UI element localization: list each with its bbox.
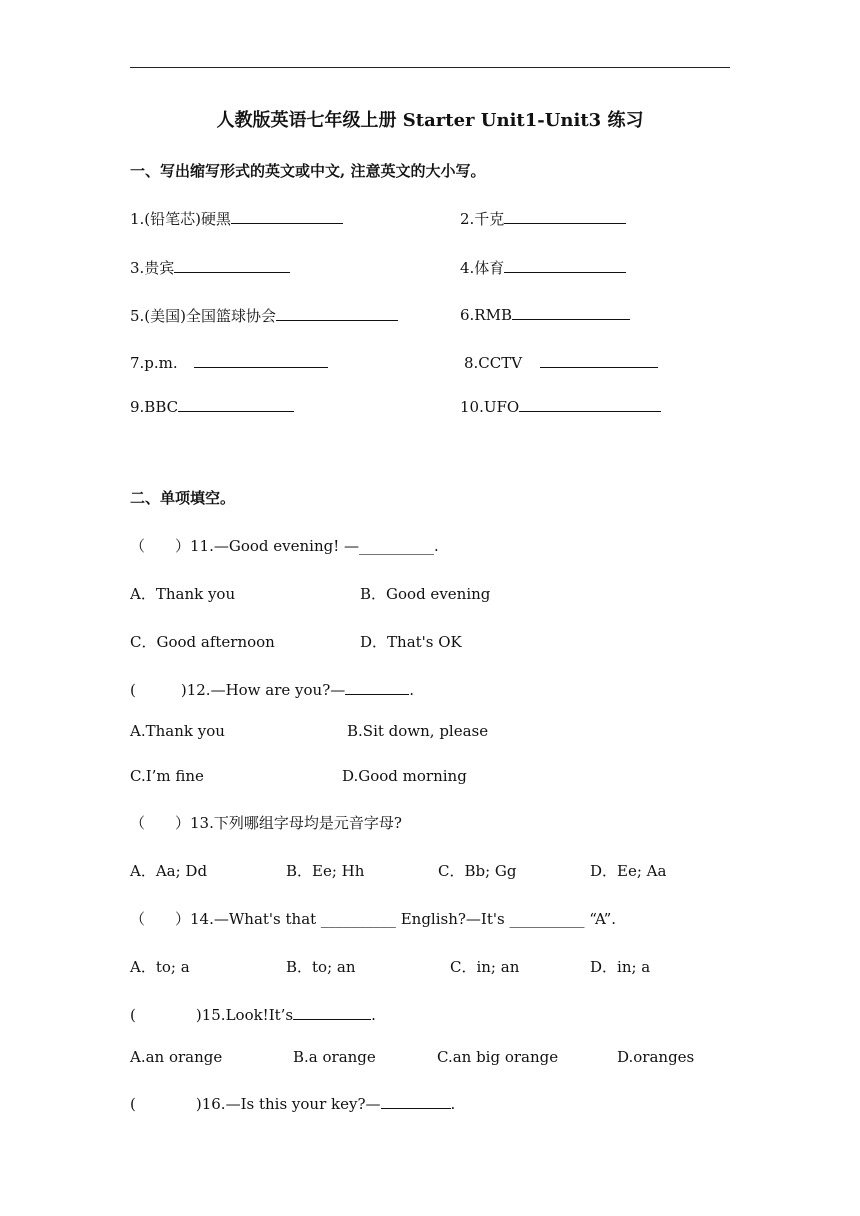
q16-blank [381, 1094, 451, 1109]
section1-heading: 一、写出缩写形式的英文或中文, 注意英文的大小写。 [130, 162, 486, 180]
item-2 [460, 208, 626, 229]
q13-answer-paren: （ ） [130, 814, 191, 832]
q16-stem-end: . [450, 1095, 456, 1113]
q13-stem: 13.下列哪组字母均是元音字母? [190, 814, 402, 832]
item-5 [130, 305, 398, 326]
item-9 [130, 397, 294, 416]
q13-option-c: C．Bb; Gg [438, 862, 517, 880]
item-4-text: 4.体育 [460, 259, 505, 277]
question-11 [130, 535, 439, 556]
item-10-blank [519, 397, 661, 412]
q14-answer-paren: （ ） [130, 910, 191, 928]
top-rule [130, 67, 730, 68]
question-12 [130, 679, 414, 700]
item-2-text: 2.千克 [460, 210, 505, 228]
item-1-text: 1.(铅笔芯)硬黑 [130, 210, 232, 228]
item-2-blank [504, 209, 626, 224]
q12-blank [345, 680, 409, 695]
q15-stem: 15.Look!It’s [201, 1006, 294, 1024]
q14-option-c: C．in; an [450, 958, 520, 976]
item-8 [464, 353, 658, 372]
q15-option-d: D.oranges [617, 1048, 695, 1066]
q11-stem: 11.—Good evening! —__________. [190, 537, 439, 555]
q15-option-b: B.a orange [293, 1048, 376, 1066]
q12-stem-end: . [409, 681, 415, 699]
q13-option-b: B．Ee; Hh [286, 862, 365, 880]
item-8-text: 8.CCTV [464, 354, 523, 372]
item-3 [130, 257, 290, 278]
item-7-blank [194, 353, 328, 368]
question-13 [130, 812, 402, 833]
page-title: 人教版英语七年级上册 Starter Unit1-Unit3 练习 [216, 110, 644, 131]
q11-option-d: D．That's OK [360, 633, 462, 651]
item-10-text: 10.UFO [460, 398, 520, 416]
q16-stem: 16.—Is this your key?— [201, 1095, 381, 1113]
item-8-blank [540, 353, 658, 368]
section2-heading: 二、单项填空。 [130, 489, 236, 507]
item-4 [460, 257, 626, 278]
item-9-blank [178, 397, 294, 412]
question-14 [130, 908, 616, 929]
q14-option-a: A．to; a [130, 958, 190, 976]
item-4-blank [504, 258, 626, 273]
item-3-text: 3.贵宾 [130, 259, 175, 277]
item-5-blank [276, 306, 398, 321]
item-6 [460, 305, 630, 324]
q12-option-c: C.I’m fine [130, 767, 204, 785]
q11-answer-paren: （ ） [130, 537, 191, 555]
q13-option-d: D．Ee; Aa [590, 862, 667, 880]
q15-answer-paren: ( ) [130, 1006, 202, 1024]
item-5-text: 5.(美国)全国篮球协会 [130, 307, 277, 325]
q11-option-a: A．Thank you [130, 585, 236, 603]
q11-option-b: B．Good evening [360, 585, 491, 603]
q15-blank [293, 1005, 371, 1020]
item-7 [130, 353, 328, 372]
q15-option-c: C.an big orange [437, 1048, 559, 1066]
q12-option-d: D.Good morning [342, 767, 467, 785]
q14-option-d: D．in; a [590, 958, 651, 976]
q15-option-a: A.an orange [130, 1048, 223, 1066]
q12-stem: 12.—How are you?— [186, 681, 346, 699]
q13-option-a: A．Aa; Dd [130, 862, 208, 880]
item-6-text: 6.RMB [460, 306, 512, 324]
item-10 [460, 397, 661, 416]
q14-option-b: B．to; an [286, 958, 356, 976]
q16-answer-paren: ( ) [130, 1095, 202, 1113]
q12-option-a: A.Thank you [130, 722, 225, 740]
item-9-text: 9.BBC [130, 398, 179, 416]
q11-option-c: C．Good afternoon [130, 633, 275, 651]
item-1 [130, 208, 343, 229]
item-3-blank [174, 258, 290, 273]
q12-option-b: B.Sit down, please [347, 722, 489, 740]
q12-answer-paren: ( ) [130, 681, 187, 699]
item-6-blank [512, 305, 630, 320]
item-7-text: 7.p.m. [130, 354, 178, 372]
question-15 [130, 1004, 376, 1025]
q15-stem-end: . [371, 1006, 376, 1024]
question-16 [130, 1093, 455, 1114]
q14-stem: 14.—What's that __________ English?—It's __________ “A”. [190, 910, 617, 928]
item-1-blank [231, 209, 343, 224]
